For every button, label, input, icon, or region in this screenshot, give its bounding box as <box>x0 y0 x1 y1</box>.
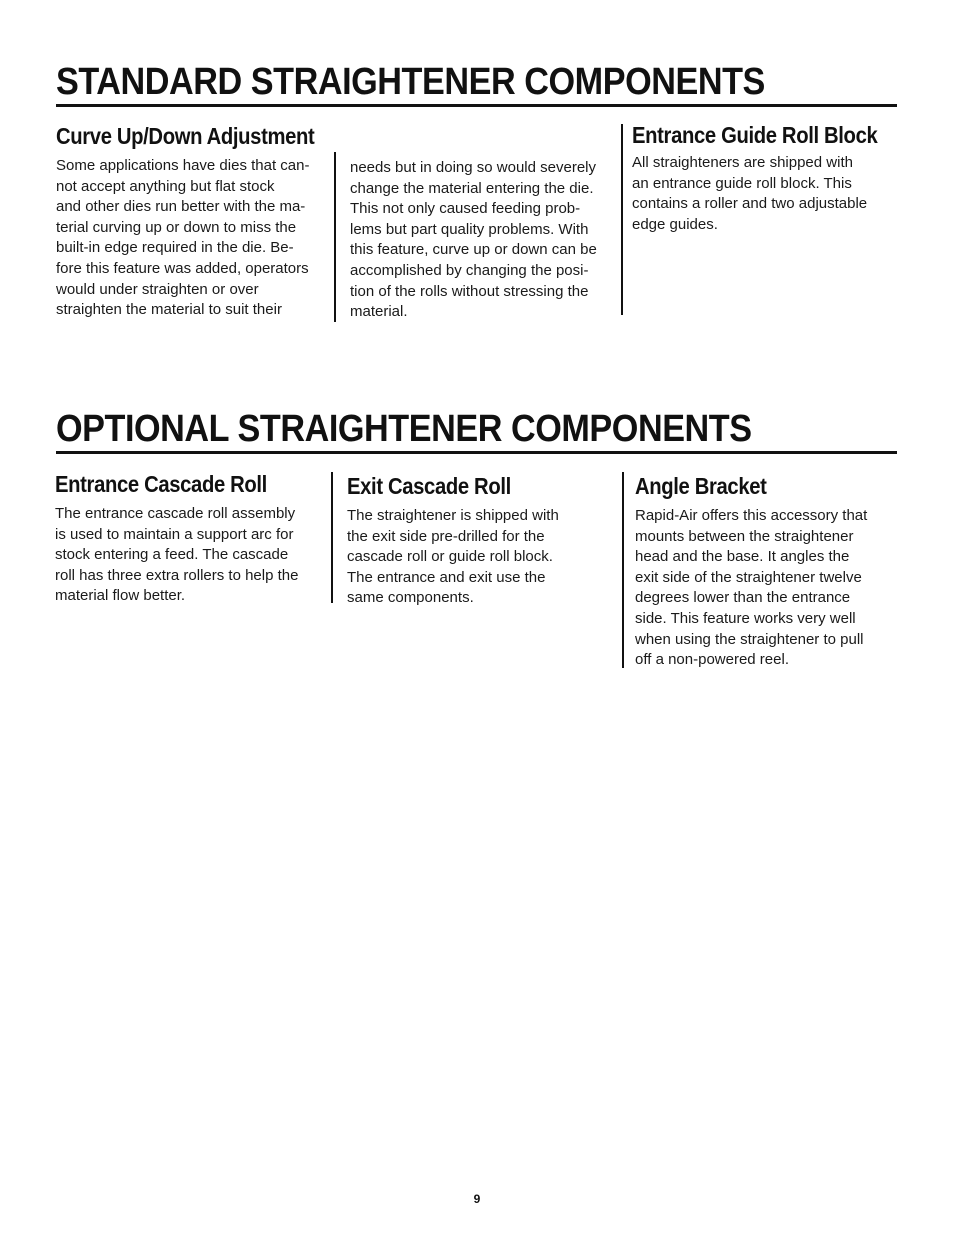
text-line: degrees lower than the entrance <box>635 589 851 607</box>
entrance-guide-column <box>621 124 894 315</box>
text-line: and other dies run better with the ma- <box>56 198 306 216</box>
text-line: fore this feature was added, operators <box>56 259 309 277</box>
standard-section-title: STANDARD STRAIGHTENER COMPONENTS <box>56 61 765 103</box>
text-line: change the material entering the die. <box>350 179 594 197</box>
text-line: roll has three extra rollers to help the <box>55 566 299 584</box>
curve-adjustment-column-1 <box>56 122 326 321</box>
text-line: an entrance guide roll block. This <box>632 174 852 192</box>
text-line: The straightener is shipped with <box>347 507 559 524</box>
entrance-cascade-column <box>55 470 317 607</box>
text-line: Some applications have dies that can- <box>56 157 310 174</box>
text-line: mounts between the straightener <box>635 527 854 545</box>
text-line: when using the straightener to pull <box>635 630 864 648</box>
text-line: same components. <box>347 589 474 607</box>
text-line: terial curving up or down to miss the <box>56 218 297 236</box>
optional-section-rule <box>56 451 897 454</box>
text-line: edge guides. <box>632 215 718 233</box>
text-line: material. <box>350 303 408 321</box>
angle-bracket-text <box>635 506 897 671</box>
curve-adjustment-heading: Curve Up/Down Adjustment <box>56 123 315 149</box>
text-line: this feature, curve up or down can be <box>350 241 597 259</box>
text-line: cascade roll or guide roll block. <box>347 548 553 566</box>
entrance-guide-heading: Entrance Guide Roll Block <box>632 122 878 148</box>
angle-bracket-column <box>622 472 897 668</box>
text-line: exit side of the straightener twelve <box>635 568 862 586</box>
text-line: not accept anything but flat stock <box>56 177 275 195</box>
text-line: is used to maintain a support arc for <box>55 525 294 543</box>
entrance-cascade-text <box>55 504 317 607</box>
entrance-guide-text <box>632 153 894 235</box>
page-number: 9 <box>473 1192 481 1206</box>
exit-cascade-text <box>347 506 609 609</box>
text-line: This not only caused feeding prob- <box>350 200 581 218</box>
entrance-cascade-heading: Entrance Cascade Roll <box>55 471 267 497</box>
text-line: material flow better. <box>55 587 186 605</box>
text-line: straighten the material to suit their <box>56 301 282 319</box>
text-line: off a non-powered reel. <box>635 651 789 669</box>
text-line: would under straighten or over <box>56 280 259 298</box>
text-line: accomplished by changing the posi- <box>350 261 589 279</box>
curve-adjustment-column-2 <box>334 152 620 322</box>
text-line: Rapid-Air offers this accessory that <box>635 507 868 524</box>
text-line: stock entering a feed. The cascade <box>55 546 289 564</box>
optional-section-title: OPTIONAL STRAIGHTENER COMPONENTS <box>56 408 752 450</box>
angle-bracket-heading: Angle Bracket <box>635 473 767 499</box>
exit-cascade-column <box>331 472 609 607</box>
curve-adjustment-text-part-2 <box>350 158 620 323</box>
text-line: The entrance cascade roll assembly <box>55 505 296 522</box>
text-line: lems but part quality problems. With <box>350 220 589 238</box>
text-line: head and the base. It angles the <box>635 548 850 566</box>
text-line: the exit side pre-drilled for the <box>347 527 545 545</box>
text-line: All straighteners are shipped with <box>632 154 853 171</box>
curve-adjustment-text-part-1 <box>56 156 326 321</box>
text-line: needs but in doing so would severely <box>350 159 596 176</box>
text-line: contains a roller and two adjustable <box>632 195 868 213</box>
text-line: built-in edge required in the die. Be- <box>56 239 294 257</box>
text-line: side. This feature works very well <box>635 609 856 627</box>
text-line: The entrance and exit use the <box>347 568 546 586</box>
text-line: tion of the rolls without stressing the <box>350 282 589 300</box>
standard-section-rule <box>56 104 897 107</box>
exit-cascade-heading: Exit Cascade Roll <box>347 473 511 499</box>
